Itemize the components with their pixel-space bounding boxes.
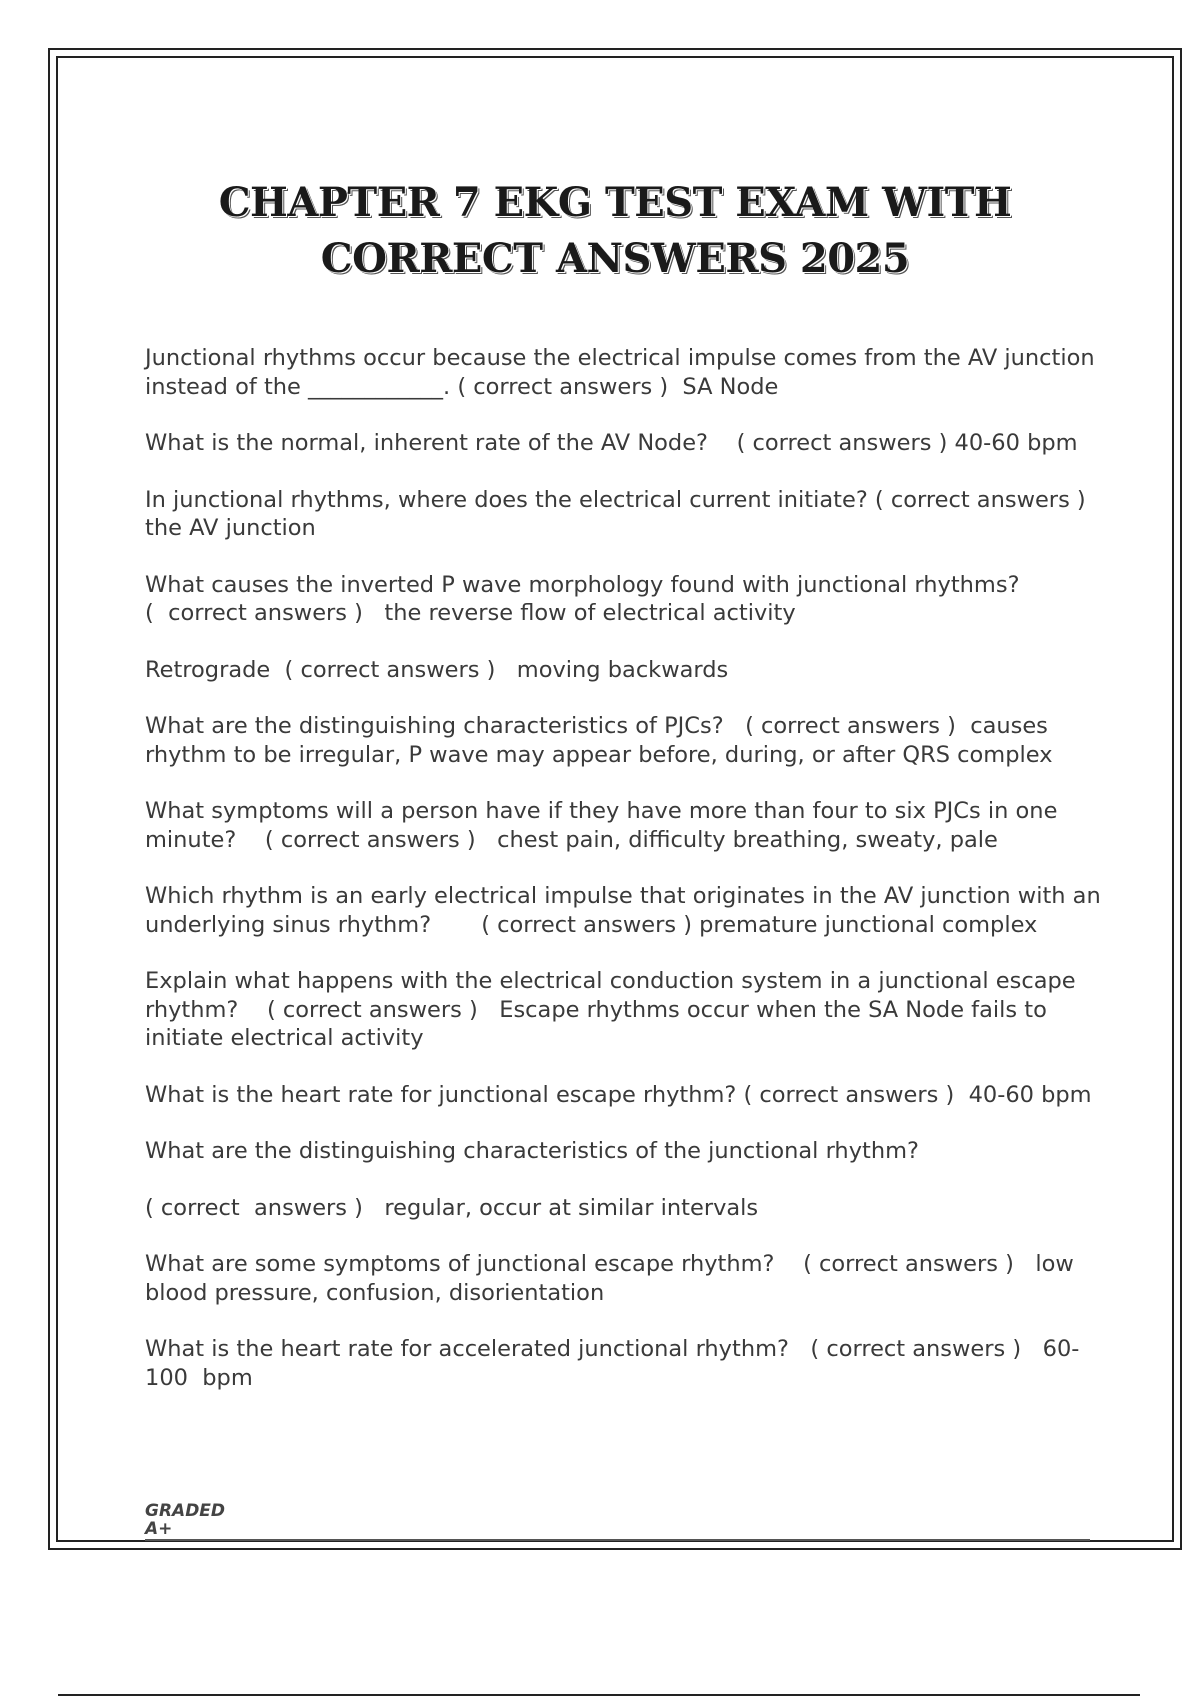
qa-item xyxy=(145,1250,1105,1307)
answer-text: chest pain, difficulty breathing, sweaty, pale xyxy=(475,826,998,853)
answer-text: regular, occur at similar intervals xyxy=(362,1194,759,1221)
qa-item xyxy=(145,656,1105,685)
question-text: What is the heart rate for junctional escape rhythm? ( correct answers ) xyxy=(145,1081,955,1108)
answer-text: Escape rhythms occur when the SA Node fails to initiate electrical activity xyxy=(145,996,1062,1051)
question-text: Retrograde ( correct answers ) xyxy=(145,656,496,683)
document-title: CHAPTER 7 EKG TEST EXAM WITH CORRECT ANSWERS 2025 xyxy=(218,178,1012,282)
answer-text: causes rhythm to be irregular, P wave may appear before, during, or after QRS complex xyxy=(145,713,1063,768)
question-text: What is the heart rate for accelerated junctional rhythm? ( correct answers ) xyxy=(145,1336,1022,1362)
question-text: ( correct answers ) xyxy=(145,1194,363,1221)
answer-text: low blood pressure, confusion, disorientation xyxy=(145,1251,1089,1306)
answer-text: 40-60 bpm xyxy=(947,430,1078,456)
question-text: Junctional rhythms occur because the electrical impulse comes from the AV junction instead of the ____________. ( correct answers ) xyxy=(145,345,1109,400)
question-text: What is the normal, inherent rate of the AV Node? ( correct answers ) xyxy=(145,430,948,456)
answer-text: moving backwards xyxy=(495,656,729,683)
page-border-overlap-line xyxy=(145,1539,1090,1541)
qa-item xyxy=(145,797,1105,854)
qa-item xyxy=(145,429,1105,458)
answer-text: SA Node xyxy=(668,373,779,400)
grade-label xyxy=(145,1502,225,1538)
question-text: What are the distinguishing characteristics of PJCs? ( correct answers ) xyxy=(145,713,956,739)
grade-label-line: GRADED xyxy=(145,1501,226,1521)
question-text: What causes the inverted P wave morphology found with junctional rhythms? ( correct answers ) xyxy=(145,571,1020,626)
qa-item xyxy=(145,1335,1105,1392)
grade-label-line: A+ xyxy=(145,1519,173,1539)
answer-text: the reverse flow of electrical activity xyxy=(362,600,796,626)
qa-item xyxy=(145,967,1105,1053)
qa-item xyxy=(145,1081,1105,1110)
question-text: In junctional rhythms, where does the electrical current initiate? ( correct answers ) xyxy=(145,486,1086,513)
qa-item xyxy=(145,1137,1105,1166)
answer-text: the AV junction xyxy=(145,486,1101,541)
bottom-rule xyxy=(58,1694,1140,1696)
qa-item xyxy=(145,882,1116,939)
question-text: Which rhythm is an early electrical impulse that originates in the AV junction with an underlying sinus rhythm? ( correct answers ) xyxy=(145,883,1116,938)
answer-text: premature junctional complex xyxy=(692,911,1038,938)
question-text: Explain what happens with the electrical conduction system in a junctional escape rhythm? ( correct answers ) xyxy=(145,968,1090,1023)
qa-item xyxy=(145,571,1105,628)
question-text: What symptoms will a person have if they have more than four to six PJCs in one minute? ( correct answers ) xyxy=(145,798,1072,853)
qa-item xyxy=(145,1194,1105,1223)
qa-list xyxy=(145,344,1116,1420)
qa-item xyxy=(145,344,1109,401)
question-text: What are the distinguishing characteristics of the junctional rhythm? xyxy=(145,1138,919,1164)
answer-text: 40-60 bpm xyxy=(954,1081,1092,1108)
question-text: What are some symptoms of junctional escape rhythm? ( correct answers ) xyxy=(145,1251,1014,1277)
qa-item xyxy=(145,712,1105,769)
answer-text: 60-100 bpm xyxy=(145,1336,1080,1391)
qa-item xyxy=(145,486,1105,543)
